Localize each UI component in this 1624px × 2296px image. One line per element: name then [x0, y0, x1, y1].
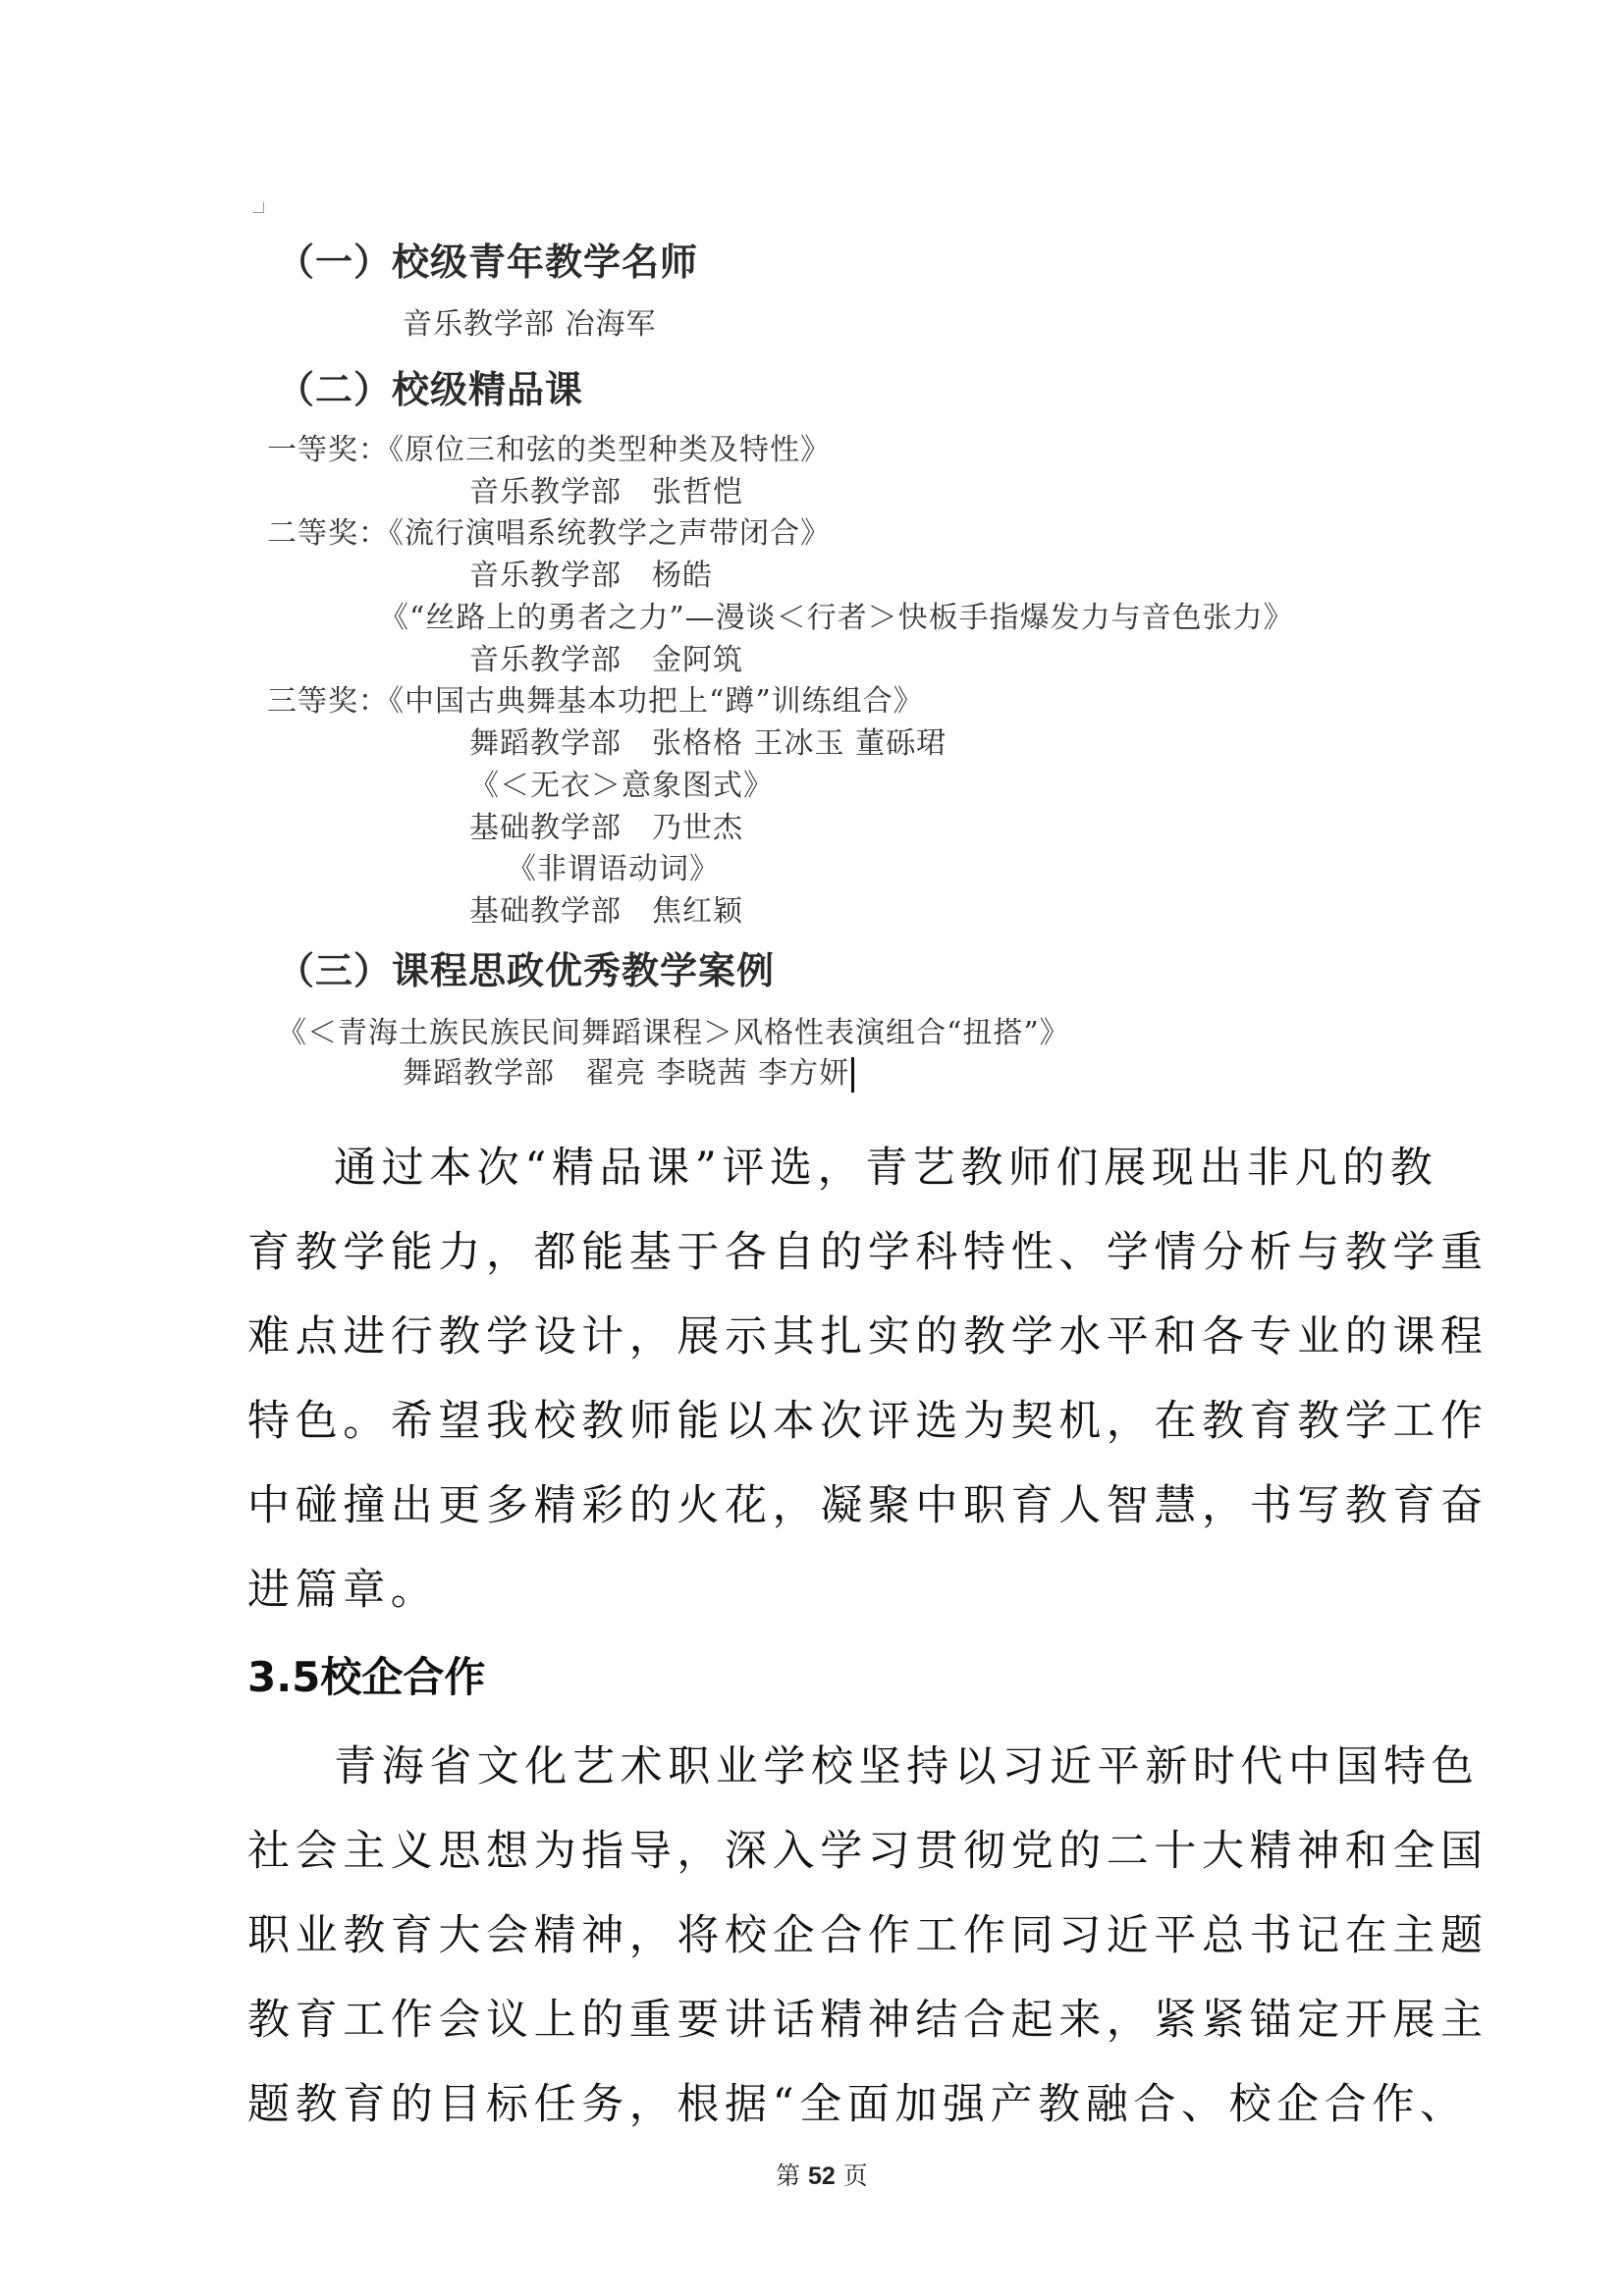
paragraph-line: 进篇章。: [247, 1566, 439, 1615]
third-prize: 三等奖：《中国古典舞基本功把上“蹲”训练组合》: [267, 684, 924, 719]
paragraph-line: 通过本次“精品课”评选，青艺教师们展现出非凡的教: [334, 1144, 1438, 1193]
paragraph-line: 中碰撞出更多精彩的火花，凝聚中职育人智慧，书写教育奋: [247, 1481, 1489, 1530]
paragraph-line: 难点进行教学设计，展示其扎实的教学水平和各专业的课程: [247, 1312, 1489, 1362]
section-title: 3.5校企合作: [247, 1653, 486, 1701]
page-number: 52: [807, 2163, 836, 2190]
paragraph-line: 教育工作会议上的重要讲话精神结合起来，紧紧锚定开展主: [247, 1996, 1489, 2045]
teacher-entry: 音乐教学部 冶海军: [403, 307, 657, 342]
third-dept-2: 基础教学部 乃世杰: [469, 811, 743, 845]
page-prefix: 第: [776, 2162, 801, 2190]
second-course-2: 《“丝路上的勇者之力”—漫谈＜行者＞快板手指爆发力与音色张力》: [379, 601, 1294, 635]
third-dept-1: 舞蹈教学部 张格格 王冰玉 董砾珺: [469, 726, 947, 761]
third-course-2: 《＜无衣＞意象图式》: [469, 769, 774, 803]
paragraph-line: 特色。希望我校教师能以本次评选为契机，在教育教学工作: [247, 1397, 1489, 1446]
corner-mark: [253, 202, 264, 213]
text-cursor: [851, 1057, 854, 1093]
heading-course: （二）校级精品课: [277, 368, 584, 411]
paragraph-line: 青海省文化艺术职业学校坚持以习近平新时代中国特色: [334, 1742, 1480, 1791]
page-footer: [776, 2157, 868, 2192]
case-dept: 舞蹈教学部 翟亮 李晓茜 李方妍: [403, 1048, 854, 1093]
second-prize: 二等奖：《流行演唱系统教学之声带闭合》: [267, 516, 831, 551]
second-dept-1: 音乐教学部 杨皓: [469, 559, 713, 593]
heading-case: （三）课程思政优秀教学案例: [277, 949, 776, 992]
second-dept-2: 音乐教学部 金阿筑: [469, 643, 743, 677]
paragraph-line: 职业教育大会精神，将校企合作工作同习近平总书记在主题: [247, 1911, 1489, 1960]
heading-teacher: （一）校级青年教学名师: [277, 240, 699, 284]
paragraph-line: 题教育的目标任务，根据“全面加强产教融合、校企合作、: [247, 2080, 1468, 2129]
case-course: 《＜青海土族民族民间舞蹈课程＞风格性表演组合“扭搭”》: [277, 1016, 1070, 1050]
first-prize: 一等奖：《原位三和弦的类型种类及特性》: [267, 433, 831, 467]
page-suffix: 页: [842, 2162, 868, 2190]
third-dept-3: 基础教学部 焦红颖: [469, 894, 743, 929]
paragraph-line: 育教学能力，都能基于各自的学科特性、学情分析与教学重: [247, 1228, 1489, 1277]
third-course-3: 《非谓语动词》: [507, 852, 720, 886]
paragraph-line: 社会主义思想为指导，深入学习贯彻党的二十大精神和全国: [247, 1827, 1489, 1876]
first-dept: 音乐教学部 张哲恺: [469, 475, 743, 509]
